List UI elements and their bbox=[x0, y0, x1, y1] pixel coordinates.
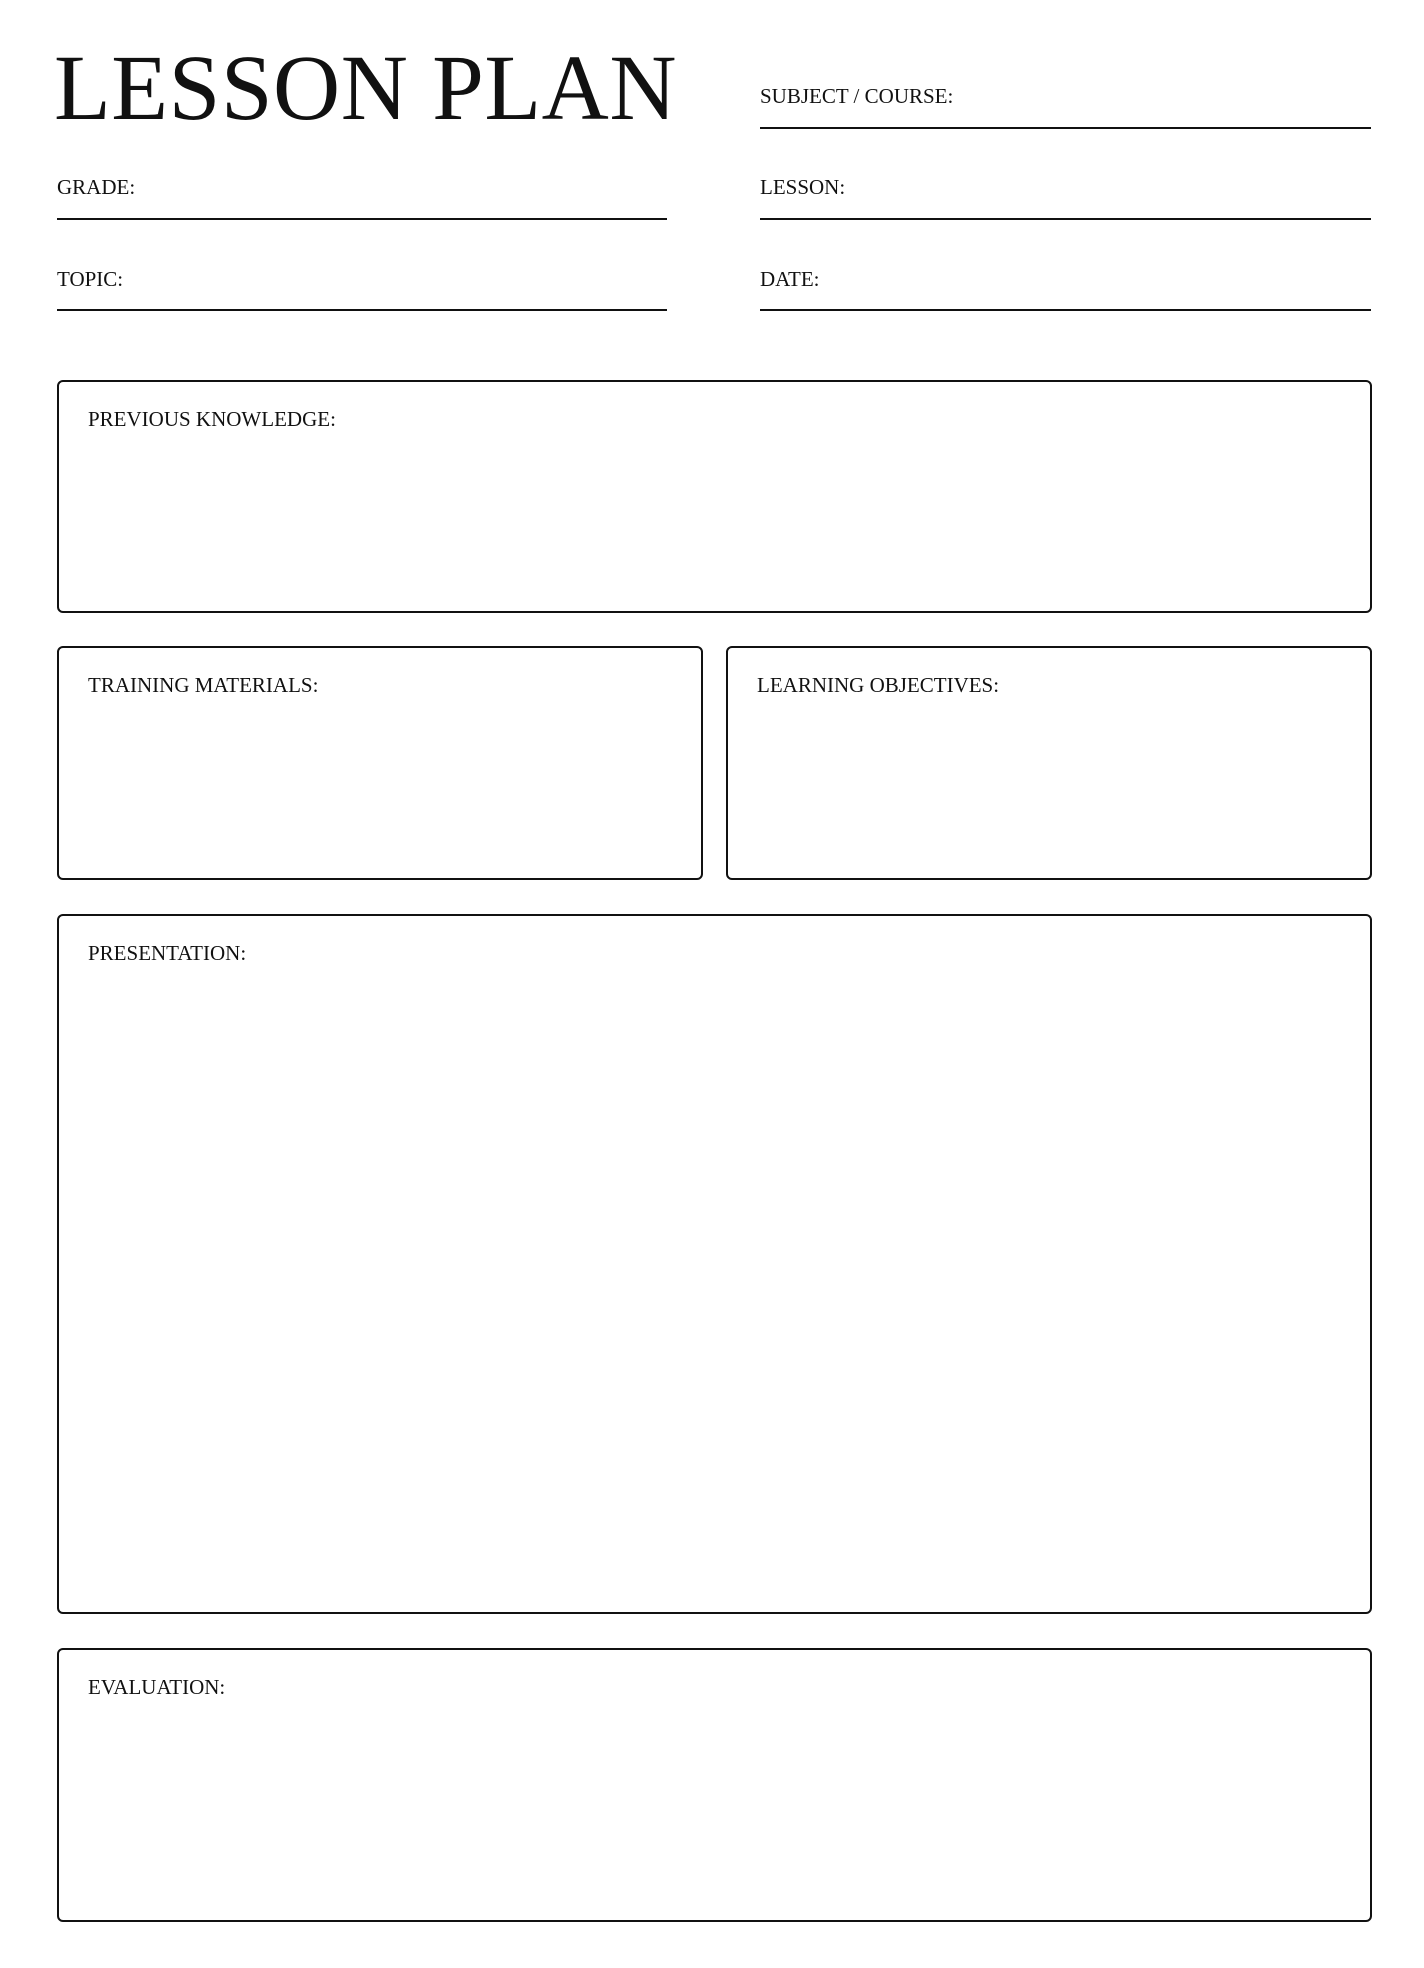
topic-field[interactable] bbox=[57, 264, 667, 314]
grade-input-line[interactable] bbox=[57, 218, 667, 220]
grade-label: GRADE: bbox=[57, 175, 136, 199]
evaluation-box[interactable] bbox=[57, 1648, 1372, 1922]
previous-knowledge-box[interactable] bbox=[57, 380, 1372, 613]
learning-objectives-label: LEARNING OBJECTIVES: bbox=[757, 673, 1000, 697]
previous-knowledge-label: PREVIOUS KNOWLEDGE: bbox=[88, 407, 336, 431]
topic-input-line[interactable] bbox=[57, 309, 667, 311]
presentation-box[interactable] bbox=[57, 914, 1372, 1614]
presentation-label: PRESENTATION: bbox=[88, 941, 247, 965]
date-input-line[interactable] bbox=[760, 309, 1371, 311]
training-materials-box[interactable] bbox=[57, 646, 703, 880]
evaluation-label: EVALUATION: bbox=[88, 1675, 226, 1699]
date-field[interactable] bbox=[760, 264, 1371, 314]
learning-objectives-box[interactable] bbox=[726, 646, 1372, 880]
subject-input-line[interactable] bbox=[760, 127, 1371, 129]
page-title: LESSON PLAN bbox=[54, 37, 677, 140]
topic-label: TOPIC: bbox=[57, 267, 124, 291]
lesson-input-line[interactable] bbox=[760, 218, 1371, 220]
date-label: DATE: bbox=[760, 267, 820, 291]
lesson-field[interactable] bbox=[760, 172, 1371, 222]
lesson-label: LESSON: bbox=[760, 175, 846, 199]
subject-label: SUBJECT / COURSE: bbox=[760, 84, 954, 108]
training-materials-label: TRAINING MATERIALS: bbox=[88, 673, 319, 697]
grade-field[interactable] bbox=[57, 172, 667, 222]
subject-field[interactable] bbox=[760, 80, 1371, 130]
